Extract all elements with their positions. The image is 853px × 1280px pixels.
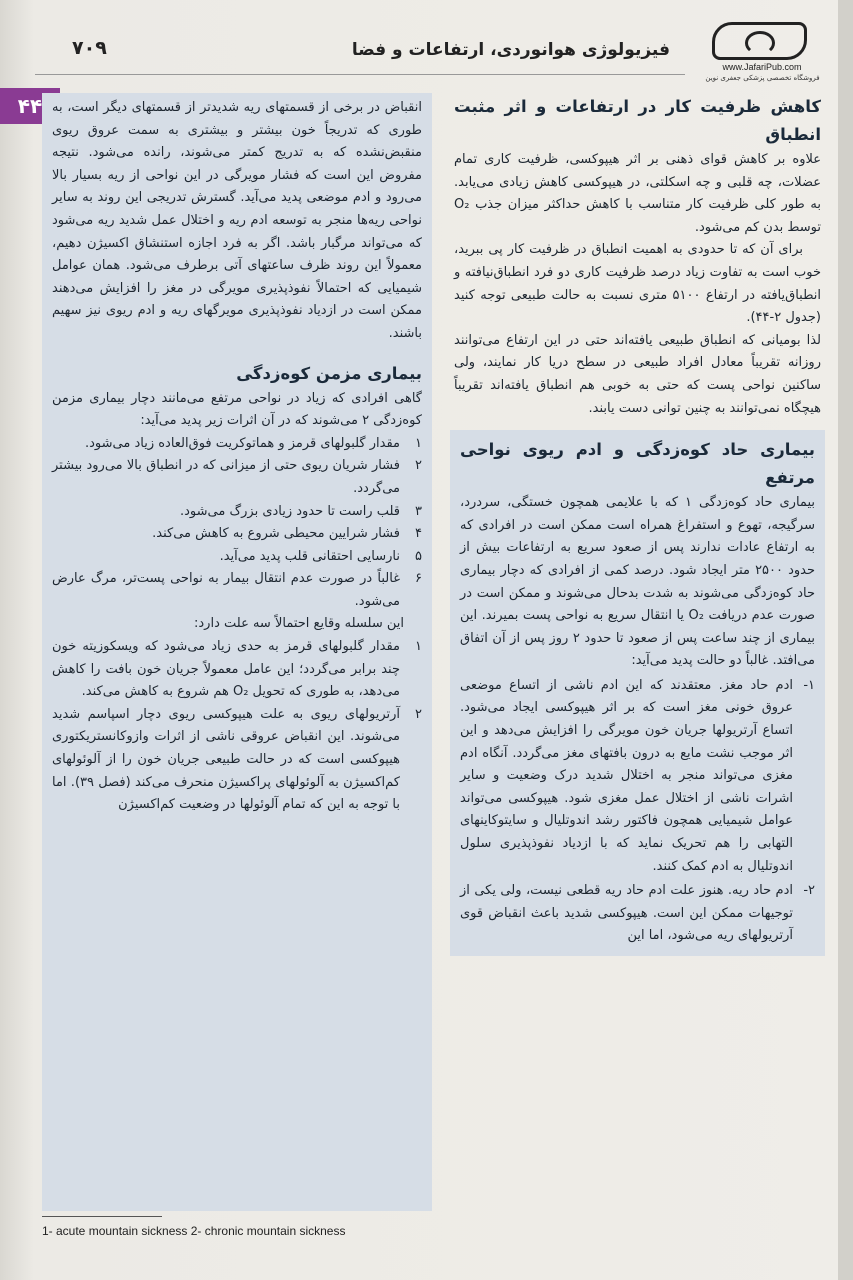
list-item: ۲ فشار شریان ریوی حتی از میزانی که در انطباق بالا می‌رود بیشتر می‌گردد.: [52, 458, 422, 496]
work-capacity-p2: برای آن که تا حدودی به اهمیت انطباق در ظرفیت کار پی ببرید، خوب است به تفاوت زیاد درصد ظرفیت کاری دو فرد انطباق‌نیافته و انطباق‌یافته در ارتفاع ۵۱۰۰ متری نسبت به حالت طبیعی توجه کنید (جدول ۲-۴۴).: [454, 242, 821, 326]
running-title: فیزیولوژی هوانوردی، ارتفاعات و فضا: [351, 40, 670, 60]
logo-mark-icon: [712, 22, 807, 60]
footnote-divider: [42, 1216, 162, 1217]
footnote: 1- acute mountain sickness 2- chronic mountain sickness: [42, 1224, 346, 1238]
effects-list: [52, 433, 422, 614]
list-item: ۲ آرتریولهای ریوی به علت هیپوکسی ریوی دچار اسپاسم شدید می‌شوند. این انقباض عروقی ناشی از اثرات وازوکانستریکتوری هیپوکسی است که در حالت طبیعی جریان خون را از آلوئولهای کم‌اکسیژن به آلوئولهای پراکسیژن منحرف می‌کند (فصل ۳۹). اما با توجه به این که تمام آلوئولها در وضعیت کم‌اکسیژن: [52, 706, 422, 813]
causes-list: [52, 636, 422, 817]
list-item: ۴ فشار شرایین محیطی شروع به کاهش می‌کند.: [152, 526, 422, 542]
chapter-tab: ۴۴: [0, 88, 60, 124]
work-capacity-p1: علاوه بر کاهش قوای ذهنی بر اثر هیپوکسی، ظرفیت کاری تمام عضلات، چه قلبی و چه اسکلتی، در هیپوکسی کاهش زیادی می‌یابد. به طور کلی ظرفیت کار متناسب با کاهش حداکثر میزان جذب O₂ توسط بدن کم می‌شود.: [454, 152, 821, 235]
acute-sickness-heading: بیماری حاد کوه‌زدگی و ادم ریوی نواحی مرتفع: [460, 440, 815, 488]
work-capacity-p3: لذا بومیانی که انطباق طبیعی یافته‌اند حتی در این ارتفاع می‌توانند روزانه تقریباً معادل افراد طبیعی در سطح دریا کار نمایند، ولی ساکنین نواحی پست که حتی به خوبی هم انطباق یافته‌اند تقریباً هیچگاه نمی‌توانند به چنین توانی دست یابند.: [454, 332, 821, 416]
list-item: ۱- ادم حاد مغز. معتقدند که این ادم ناشی از اتساع موضعی عروق خونی مغز است که بر اثر هیپوکسی ایجاد می‌شود. اتساع آرتریولها جریان خون مویرگی را افزایش می‌دهد و این اثر موجب نشت مایع به درون بافتهای مغز می‌گردد. آنگاه ادم مغزی می‌تواند منجر به اختلال شدید درک وضعیت و سایر اشرات ناشی از اختلال عمل مغزی شود. هیپوکسی می‌تواند عوامل شیمیایی همچون فاکتور رشد اندوتلیال و سایتوکاینهای التهابی را هم تحریک نماید که با ازدیاد نفوذپذیری سلول اندوتلیال به ادم کمک کنند.: [460, 677, 815, 874]
list-item: ۵ نارسایی احتقانی قلب پدید می‌آید.: [219, 548, 422, 564]
acute-sickness-box: [450, 430, 825, 956]
left-intro-paragraph: انقباض در برخی از قسمتهای ریه شدیدتر از قسمتهای دیگر است، به طوری که تدریجاً خون بیشتر و بیشتری به سمت عروق ریوی منقبض‌نشده که به تدریج کمتر می‌شوند، رانده می‌شود. نتیجه مفروض این است که فشار مویرگی در این نواحی از ریه بسیار بالا می‌رود و ادم موضعی پدید می‌آید. گسترش تدریجی این روند به سایر نواحی ریه‌ها منجر به توسعه ادم ریه و اختلال عمل شدید ریه می‌شود که می‌تواند مرگبار باشد. اگر به فرد اجازه استنشاق اکسیژن دهیم، معمولاً این روند ظرف ساعتهای آتی برطرف می‌شود. همان عوامل شیمیایی که احتمالاً نفوذپذیری مویرگی در مغز را افزایش می‌دهند ممکن است در ازدیاد نفوذپذیری مویرگهای ریه و ادم ریوی نیز سهیم باشند.: [52, 100, 422, 341]
list-item: ۱ مقدار گلبولهای قرمز به حدی زیاد می‌شود که ویسکوزیته خون چند برابر می‌گردد؛ این عامل معمولاً جریان خون بافت را کاهش می‌دهد، به طوری که تحویل O₂ هم شروع به کاهش می‌کند.: [52, 639, 422, 700]
list-item: ۱ مقدار گلبولهای قرمز و هماتوکریت فوق‌العاده زیاد می‌شود.: [84, 435, 422, 451]
chronic-sickness-intro: گاهی افرادی که زیاد در نواحی مرتفع می‌مانند دچار بیماری مزمن کوه‌زدگی ۲ می‌شوند که در آن اثرات زیر پدید می‌آید:: [52, 390, 422, 429]
page-number: ۷۰۹: [72, 37, 107, 59]
right-column: [450, 93, 825, 956]
left-column: [42, 93, 432, 1211]
publisher-logo: [700, 22, 820, 82]
header-divider: [35, 74, 685, 75]
page-edge: [838, 0, 853, 1280]
list-item: ۳ قلب راست تا حدود زیادی بزرگ می‌شود.: [180, 503, 422, 519]
logo-shop-name: فروشگاه تخصصی پزشکی جعفری نوین: [705, 74, 820, 82]
list-item: ۲- ادم حاد ریه. هنوز علت ادم حاد ریه قطعی نیست، ولی یکی از توجیهات ممکن این است. هیپوکسی شدید باعث انقباض قوی آرتریولهای ریه می‌شود، اما این: [460, 883, 815, 944]
acute-sickness-p1: بیماری حاد کوه‌زدگی ۱ که با علایمی همچون خستگی، سردرد، سرگیجه، تهوع و استفراغ همراه است ممکن است در افرادی که به ارتفاع عادات ندارند پس از صعود سریع به ارتفاعات بیش از حدود ۲۵۰۰ متر ایجاد شود. درصد کمی از افرادی که دچار بیماری حاد کوه‌زدگی می‌شوند به شدت بدحال می‌شوند و ممکن است در صورت عدم دریافت O₂ یا انتقال سریع به نواحی پست بمیرند. این بیماری از چند ساعت پس از صعود تا حدود ۲ روز پس از آن اتفاق می‌افتد. غالباً دو حالت پدید می‌آید:: [460, 495, 815, 669]
work-capacity-heading: کاهش ظرفیت کار در ارتفاعات و اثر مثبت انطباق: [454, 97, 821, 144]
causes-intro: این سلسله وقایع احتمالاً سه علت دارد:: [194, 616, 404, 632]
chronic-sickness-heading: بیماری مزمن کوه‌زدگی: [236, 363, 422, 383]
page-header: [0, 0, 853, 92]
logo-url: www.JafariPub.com: [722, 62, 802, 72]
list-item: ۶ غالباً در صورت عدم انتقال بیمار به نواحی پست‌تر، مرگ عارض می‌شود.: [52, 571, 422, 609]
